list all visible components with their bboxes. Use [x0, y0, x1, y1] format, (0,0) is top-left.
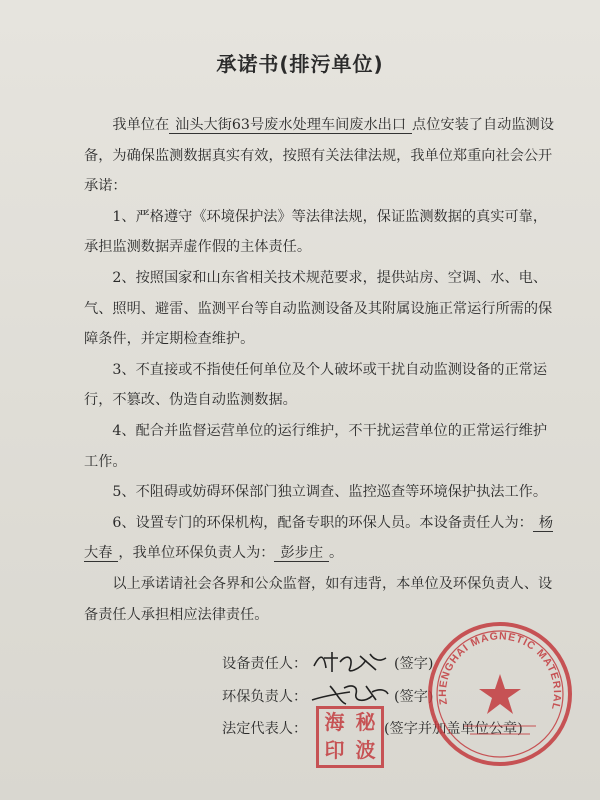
seal-char: 秘	[355, 710, 376, 734]
intro-paragraph	[84, 110, 554, 202]
env-sign-note: (签字)	[394, 689, 434, 705]
equipment-signer-label: 设备责任人：	[222, 656, 308, 672]
commitment-item-1: 1、严格遵守《环境保护法》等法律法规，保证监测数据的真实可靠，承担监测数据弄虚作假的主体责任。	[84, 208, 548, 256]
item6-text-b: ，我单位环保负责人为：	[118, 545, 275, 562]
env-person-field: 彭步庄	[274, 545, 329, 562]
legal-sign-note: (签字并加盖单位公章)	[384, 721, 523, 737]
location-field: 汕头大街63号废水处理车间废水出口	[169, 117, 412, 134]
name-seal-stamp	[316, 706, 384, 768]
intro-text-b: 点位安装了自动监测设备，为确保监测数据真实有效，按照有关法律法规，我单位郑重向社会公开承诺：	[84, 117, 554, 195]
company-seal-stamp	[424, 618, 576, 770]
commitment-item-3: 3、不直接或不指使任何单位及个人破坏或干扰自动监测设备的正常运行，不篡改、伪造自动监测数据。	[84, 361, 548, 409]
equipment-signature	[310, 648, 390, 680]
commitment-item-5: 5、不阻碍或妨碍环保部门独立调查、监控巡查等环境保护执法工作。	[112, 484, 548, 501]
commitment-item-6	[84, 508, 554, 569]
item6-text-a: 6、设置专门的环保机构，配备专职的环保人员。本设备责任人为：	[112, 514, 533, 531]
env-signer-label: 环保负责人：	[222, 689, 308, 705]
document-body	[84, 110, 554, 630]
intro-text-a: 我单位在	[112, 117, 170, 133]
seal-char: 印	[324, 738, 345, 762]
seal-char: 海	[324, 710, 345, 734]
commitment-item-4: 4、配合并监督运营单位的运行维护，不干扰运营单位的正常运行维护工作。	[84, 422, 548, 470]
document-title: 承诺书(排污单位)	[216, 52, 384, 76]
svg-text:ZHENGHAI MAGNETIC MATERIAL CO.: ZHENGHAI MAGNETIC MATERIAL	[436, 630, 564, 712]
item6-text-c: 。	[329, 545, 344, 562]
closing-paragraph: 以上承诺请社会各界和公众监督，如有违背，本单位及环保负责人、设备责任人承担相应法律责任。	[84, 575, 553, 623]
equipment-sign-note: (签字)	[394, 656, 434, 672]
equipment-person-field: 杨大春	[84, 514, 554, 562]
commitment-item-2: 2、按照国家和山东省相关技术规范要求，提供站房、空调、水、电、气、照明、避雷、监测平台等自动监测设备及其附属设施正常运行所需的保障条件，并定期检查维护。	[84, 269, 553, 348]
seal-char: 波	[355, 738, 376, 762]
legal-rep-label: 法定代表人：	[222, 721, 308, 737]
